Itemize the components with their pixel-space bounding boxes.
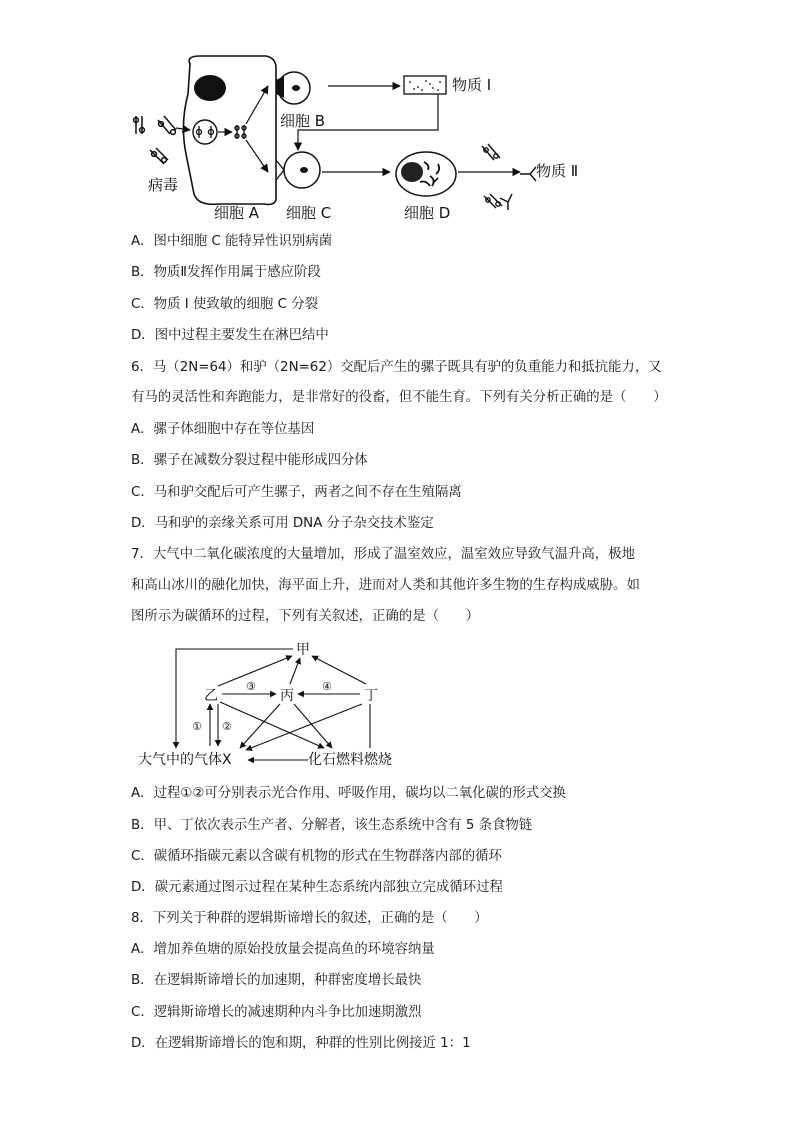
q6-stem-line2: 有马的灵活性和奔跑能力，是非常好的役畜，但不能生育。下列有关分析正确的是（ ） [131,390,667,405]
q7-option-c: C．碳循环指碳元素以含碳有机物的形式在生物群落内部的循环 [131,849,502,864]
q7-stem-line2: 和高山冰川的融化加快，海平面上升，进而对人类和其他许多生物的生存构成威胁。如 [131,578,640,593]
substance-1-box [404,76,446,94]
antigen-fragment-icon [235,125,246,139]
q8-option-a: A．增加养鱼塘的原始投放量会提高鱼的环境容纳量 [131,942,435,957]
q7-option-d: D．碳元素通过图示过程在某种生态系统内部独立完成循环过程 [131,880,503,895]
cell-d-label: 细胞 D [404,204,451,222]
node-jia: 甲 [296,642,310,658]
virus-label: 病毒 [148,176,179,194]
q5-option-b: B．物质Ⅱ发挥作用属于感应阶段 [131,265,321,280]
q8-stem: 8．下列关于种群的逻辑斯谛增长的叙述，正确的是（ ） [131,911,488,926]
process-2-label: ② [222,720,232,733]
q7-stem-line3: 图所示为碳循环的过程，下列有关叙述，正确的是（ ） [131,609,480,624]
q5-option-d: D．图中过程主要发生在淋巴结中 [131,328,329,343]
substance-1-label: 物质 I [452,76,492,94]
q6-option-d: D．马和驴的亲缘关系可用 DNA 分子杂交技术鉴定 [131,516,434,531]
cell-b-label: 细胞 B [280,112,326,130]
q8-option-b: B．在逻辑斯谛增长的加速期，种群密度增长最快 [131,973,422,988]
q7-stem-line1: 7．大气中二氧化碳浓度的大量增加，形成了温室效应，温室效应导致气温升高，极地 [131,547,635,562]
q6-stem-line1: 6．马（2N=64）和驴（2N=62）交配后产生的骡子既具有驴的负重能力和抵抗能力，又 [131,360,662,375]
q8-option-d: D．在逻辑斯谛增长的饱和期，种群的性别比例接近 1：1 [131,1036,471,1051]
node-ding: 丁 [364,688,378,704]
immune-response-diagram [128,54,598,226]
q5-option-a: A．图中细胞 C 能特异性识别病菌 [131,234,333,249]
node-bing: 丙 [280,688,294,704]
node-fossil: 化石燃料燃烧 [308,752,392,768]
carbon-cycle-diagram [128,636,408,768]
cell-c-label: 细胞 C [286,204,332,222]
cell-a-label: 细胞 A [214,204,260,222]
q6-option-b: B．骡子在减数分裂过程中能形成四分体 [131,453,368,468]
q6-option-a: A．骡子体细胞中存在等位基因 [131,422,315,437]
virus-icon [134,116,176,164]
antigen-icon [482,144,502,208]
virus-icon-inside [197,126,214,138]
q8-option-c: C．逻辑斯谛增长的减速期种内斗争比加速期激烈 [131,1005,422,1020]
antibody-icon [500,167,536,210]
process-4-label: ④ [322,680,332,693]
cell-a-nucleus [194,75,226,101]
substance-2-label: 物质 Ⅱ [536,162,579,180]
q5-option-c: C．物质 I 使致敏的细胞 C 分裂 [131,297,318,312]
node-yi: 乙 [204,688,218,704]
q7-option-a: A．过程①②可分别表示光合作用、呼吸作用，碳均以二氧化碳的形式交换 [131,786,566,801]
process-3-label: ③ [246,680,256,693]
process-1-label: ① [192,720,202,733]
q6-option-c: C．马和驴交配后可产生骡子，两者之间不存在生殖隔离 [131,485,462,500]
q7-option-b: B．甲、丁依次表示生产者、分解者，该生态系统中含有 5 条食物链 [131,818,533,833]
node-gas-x: 大气中的气体X [138,752,232,768]
